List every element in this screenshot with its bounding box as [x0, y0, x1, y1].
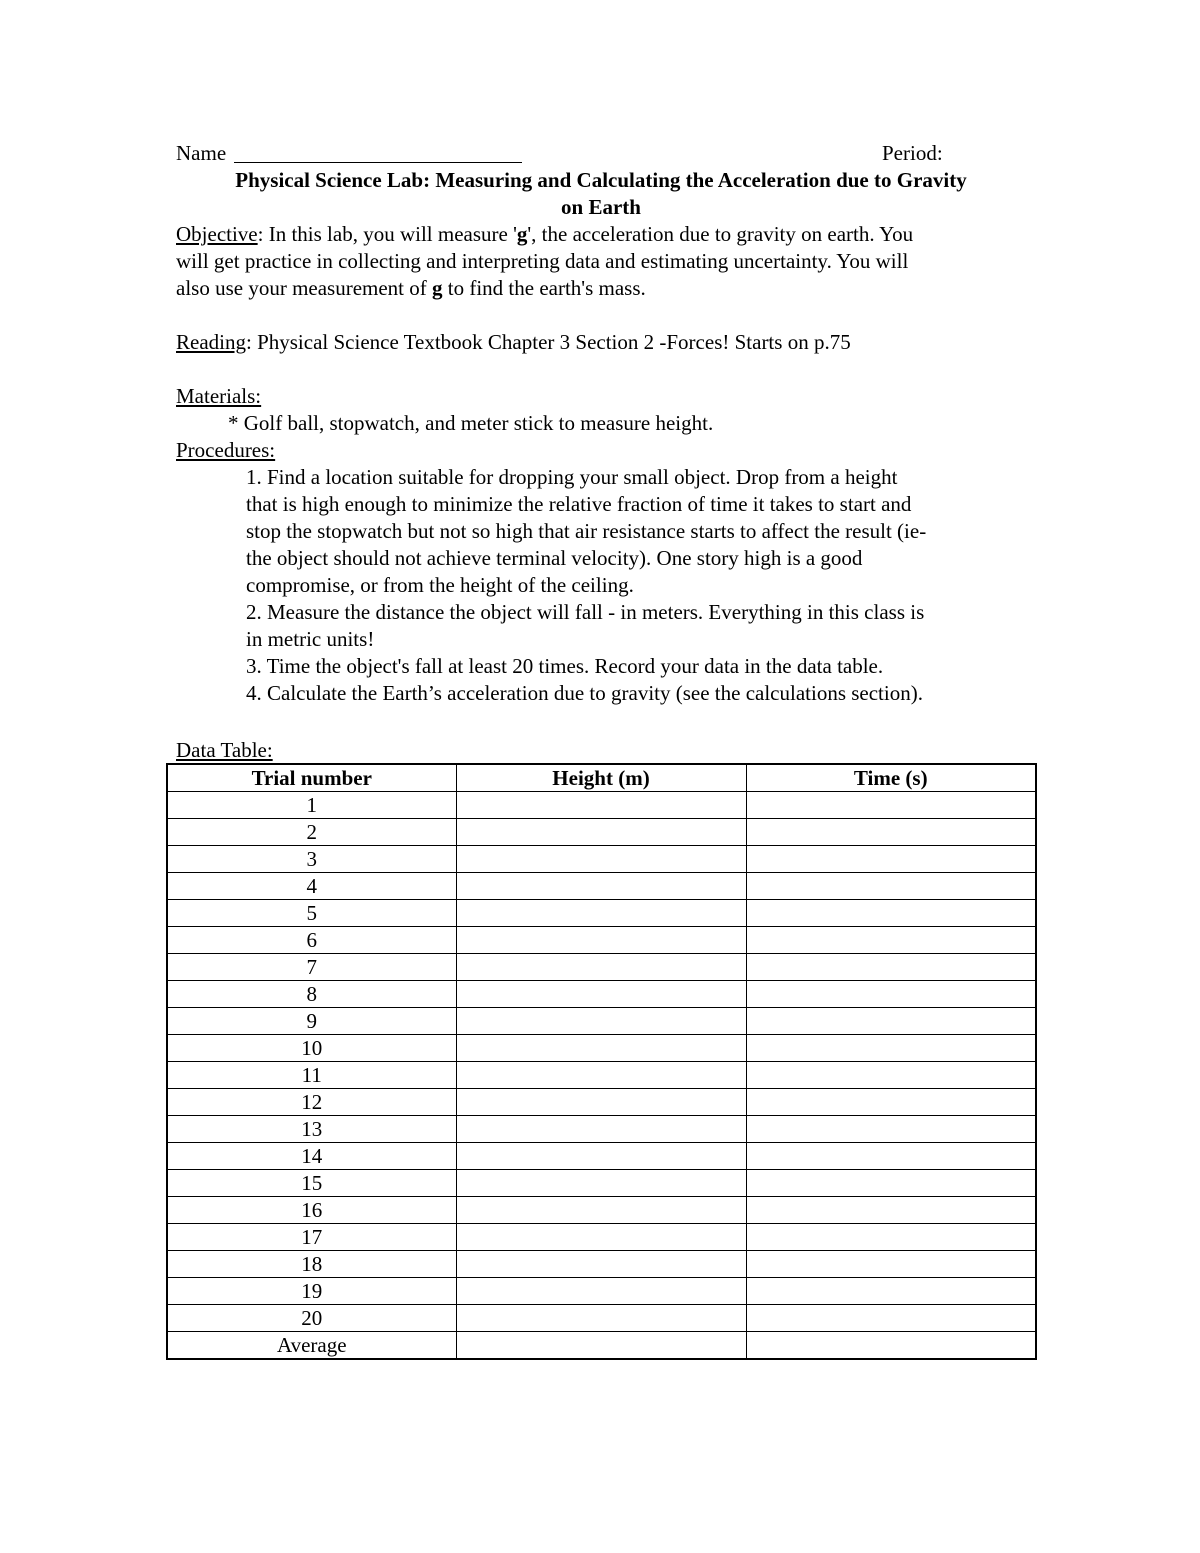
trial-number-cell: 14 — [167, 1143, 456, 1170]
table-row — [167, 1305, 1036, 1332]
table-row — [167, 1197, 1036, 1224]
objective-line-3 — [176, 275, 1036, 302]
height-cell[interactable] — [456, 900, 746, 927]
header-height: Height (m) — [456, 764, 746, 792]
time-cell[interactable] — [746, 1278, 1036, 1305]
trial-number-cell: 3 — [167, 846, 456, 873]
time-cell[interactable] — [746, 819, 1036, 846]
page-title — [182, 167, 1020, 221]
objective-line-3-a: also use your measurement of — [176, 276, 433, 300]
worksheet — [176, 140, 1036, 707]
reading-paragraph — [176, 329, 1036, 356]
procedure-line: 1. Find a location suitable for dropping your small object. Drop from a height — [246, 465, 898, 489]
trial-number-cell: 17 — [167, 1224, 456, 1251]
time-cell[interactable] — [746, 1332, 1036, 1360]
height-cell[interactable] — [456, 954, 746, 981]
height-cell[interactable] — [456, 819, 746, 846]
title-line-1: Physical Science Lab: Measuring and Calculating the Acceleration due to Gravity — [235, 168, 967, 192]
time-cell[interactable] — [746, 1143, 1036, 1170]
height-cell[interactable] — [456, 1035, 746, 1062]
table-row — [167, 819, 1036, 846]
height-cell[interactable] — [456, 1224, 746, 1251]
trial-number-cell: 4 — [167, 873, 456, 900]
trial-number-cell: 11 — [167, 1062, 456, 1089]
table-row — [167, 1143, 1036, 1170]
table-row — [167, 900, 1036, 927]
procedure-line: that is high enough to minimize the relative fraction of time it takes to start and — [246, 492, 912, 516]
procedures-label: Procedures: — [176, 438, 276, 462]
height-cell[interactable] — [456, 792, 746, 819]
procedures-list — [176, 464, 1036, 707]
table-row — [167, 1062, 1036, 1089]
procedure-line: 3. Time the object's fall at least 20 times. Record your data in the data table. — [246, 654, 884, 678]
table-row — [167, 1170, 1036, 1197]
time-cell[interactable] — [746, 846, 1036, 873]
time-cell[interactable] — [746, 1062, 1036, 1089]
table-header-row — [167, 764, 1036, 792]
table-row — [167, 1278, 1036, 1305]
trial-number-cell: 6 — [167, 927, 456, 954]
trial-number-cell: 18 — [167, 1251, 456, 1278]
time-cell[interactable] — [746, 1170, 1036, 1197]
time-cell[interactable] — [746, 1089, 1036, 1116]
time-cell[interactable] — [746, 900, 1036, 927]
height-cell[interactable] — [456, 927, 746, 954]
trial-number-cell: 12 — [167, 1089, 456, 1116]
time-cell[interactable] — [746, 792, 1036, 819]
table-row — [167, 1089, 1036, 1116]
table-body — [167, 792, 1036, 1360]
height-cell[interactable] — [456, 1116, 746, 1143]
table-row — [167, 927, 1036, 954]
objective-label: Objective — [176, 222, 258, 246]
trial-number-cell: 2 — [167, 819, 456, 846]
name-blank-line[interactable] — [234, 142, 522, 163]
height-cell[interactable] — [456, 1305, 746, 1332]
table-row — [167, 1224, 1036, 1251]
trial-number-cell: 15 — [167, 1170, 456, 1197]
objective-line-3-b: to find the earth's mass. — [442, 276, 646, 300]
trial-number-cell: 7 — [167, 954, 456, 981]
procedure-line: stop the stopwatch but not so high that air resistance starts to affect the result (ie- — [246, 519, 927, 543]
procedure-line: the object should not achieve terminal velocity). One story high is a good — [246, 546, 863, 570]
time-cell[interactable] — [746, 954, 1036, 981]
height-cell[interactable] — [456, 846, 746, 873]
trial-number-cell: 5 — [167, 900, 456, 927]
procedure-line: compromise, or from the height of the ceiling. — [246, 573, 634, 597]
height-cell[interactable] — [456, 1008, 746, 1035]
materials-label: Materials: — [176, 384, 262, 408]
height-cell[interactable] — [456, 1278, 746, 1305]
trial-number-cell: 8 — [167, 981, 456, 1008]
time-cell[interactable] — [746, 1008, 1036, 1035]
trial-number-cell: 20 — [167, 1305, 456, 1332]
data-table-label: Data Table: — [176, 738, 273, 762]
table-row — [167, 981, 1036, 1008]
header-trial-number: Trial number — [167, 764, 456, 792]
height-cell[interactable] — [456, 1089, 746, 1116]
objective-text-a: : In this lab, you will measure ' — [257, 222, 517, 246]
materials-item: * Golf ball, stopwatch, and meter stick to measure height. — [228, 411, 714, 435]
objective-line-3-g: g — [432, 276, 443, 300]
title-line-2: on Earth — [561, 195, 641, 219]
name-label: Name — [176, 141, 227, 165]
height-cell[interactable] — [456, 1143, 746, 1170]
trial-number-cell: 10 — [167, 1035, 456, 1062]
time-cell[interactable] — [746, 873, 1036, 900]
height-cell[interactable] — [456, 981, 746, 1008]
trial-number-cell: 13 — [167, 1116, 456, 1143]
data-table — [166, 763, 1037, 1360]
table-row — [167, 1332, 1036, 1360]
reading-text: : Physical Science Textbook Chapter 3 Section 2 -Forces! Starts on p.75 — [245, 330, 851, 354]
header-time: Time (s) — [746, 764, 1036, 792]
procedure-line: 4. Calculate the Earth’s acceleration due to gravity (see the calculations section). — [246, 681, 923, 705]
height-cell[interactable] — [456, 873, 746, 900]
objective-g: g — [516, 222, 528, 246]
trial-number-cell: 19 — [167, 1278, 456, 1305]
time-cell[interactable] — [746, 1197, 1036, 1224]
height-cell[interactable] — [456, 1197, 746, 1224]
procedure-line: 2. Measure the distance the object will fall - in meters. Everything in this class is — [246, 600, 925, 624]
reading-label: Reading — [176, 330, 246, 354]
table-row — [167, 1035, 1036, 1062]
time-cell[interactable] — [746, 1251, 1036, 1278]
period-label: Period: — [882, 141, 943, 165]
table-row — [167, 1008, 1036, 1035]
table-row — [167, 873, 1036, 900]
table-row — [167, 792, 1036, 819]
header-line — [176, 140, 1036, 167]
table-row — [167, 846, 1036, 873]
trial-number-cell: Average — [167, 1332, 456, 1360]
time-cell[interactable] — [746, 1035, 1036, 1062]
height-cell[interactable] — [456, 1062, 746, 1089]
objective-paragraph — [176, 221, 1036, 248]
time-cell[interactable] — [746, 927, 1036, 954]
height-cell[interactable] — [456, 1170, 746, 1197]
objective-line-2: will get practice in collecting and interpreting data and estimating uncertainty. You will — [176, 249, 909, 273]
table-row — [167, 1116, 1036, 1143]
table-row — [167, 1251, 1036, 1278]
time-cell[interactable] — [746, 1224, 1036, 1251]
objective-text-b: ', the acceleration due to gravity on earth. You — [527, 222, 914, 246]
trial-number-cell: 9 — [167, 1008, 456, 1035]
table-row — [167, 954, 1036, 981]
trial-number-cell: 16 — [167, 1197, 456, 1224]
time-cell[interactable] — [746, 1305, 1036, 1332]
trial-number-cell: 1 — [167, 792, 456, 819]
height-cell[interactable] — [456, 1251, 746, 1278]
time-cell[interactable] — [746, 1116, 1036, 1143]
procedure-line: in metric units! — [246, 627, 375, 651]
time-cell[interactable] — [746, 981, 1036, 1008]
height-cell[interactable] — [456, 1332, 746, 1360]
